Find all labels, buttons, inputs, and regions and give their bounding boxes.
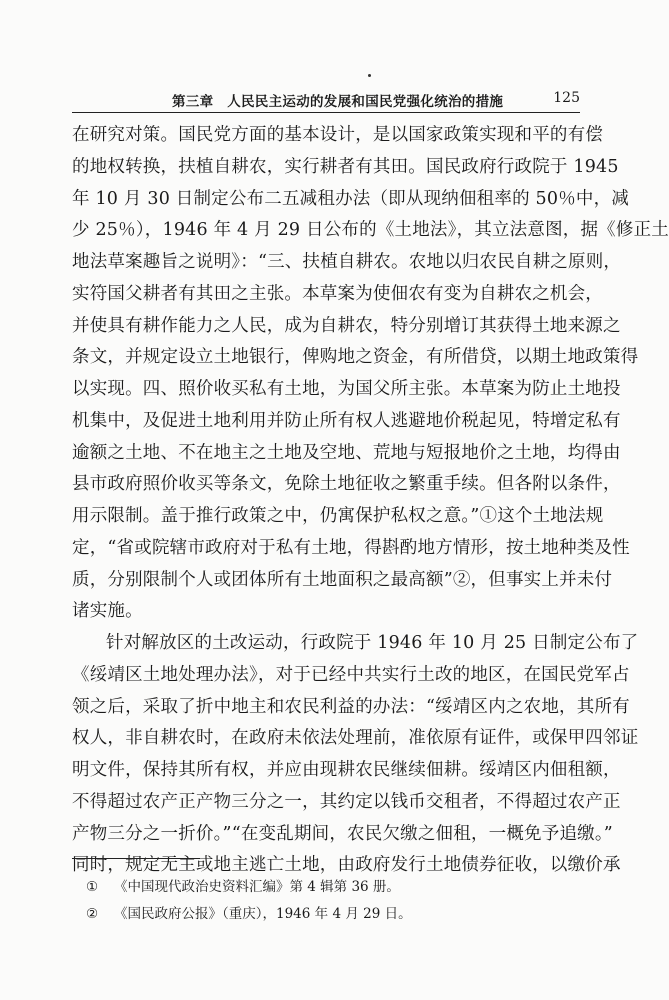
- chapter-title: 第三章 人民民主运动的发展和国民党强化统治的措施: [172, 94, 504, 110]
- text-line: 不得超过农产正产物三分之一，其约定以钱币交租者，不得超过农产正: [72, 791, 621, 812]
- text-line: 年 10 月 30 日制定公布二五减租办法（即从现纳佃租率的 50％中，减: [72, 188, 630, 209]
- text-line: 地法草案趣旨之说明》：“三、扶植自耕农。农地以归农民自耕之原则，: [72, 252, 622, 272]
- text-line: 在研究对策。国民党方面的基本设计，是以国家政策实现和平的有偿: [72, 125, 603, 145]
- text-line: 条文，并规定设立土地银行，俾购地之资金，有所借贷，以期土地政策得: [72, 347, 639, 368]
- text-line: 的地权转换，扶植自耕农，实行耕者有其田。国民政府行政院于 1945: [72, 156, 619, 177]
- text-line: 诸实施。: [72, 601, 143, 622]
- text-line: 《绥靖区土地处理办法》，对于已经中共实行土改的地区，在国民党军占: [72, 664, 630, 685]
- text-line: 同时，规定无主或地主逃亡土地，由政府发行土地债券征收，以缴价承: [72, 855, 621, 876]
- footnote-mark: ②: [86, 906, 99, 922]
- text-line: 明文件，保持其所有权，并应由现耕农民继续佃耕。绥靖区内佃租额，: [72, 760, 621, 780]
- footnote-text: 《中国现代政治史资料汇编》第 4 辑第 36 册。: [114, 879, 400, 895]
- text-line: 定，“省或院辖市政府对于私有土地，得斟酌地方情形，按土地种类及性: [72, 537, 630, 558]
- footnote-rule: [72, 858, 200, 859]
- page-number: 125: [553, 90, 580, 106]
- print-speck: [368, 74, 371, 77]
- text-line: 产物三分之一折价。”“在变乱期间，农民欠缴之佃租，一概免予追缴。”: [72, 823, 613, 844]
- footnote-mark: ①: [86, 879, 99, 895]
- text-line: 逾额之土地、不在地主之土地及空地、荒地与短报地价之土地，均得由: [72, 442, 621, 463]
- footnote: [86, 874, 580, 901]
- footnotes: [86, 874, 580, 928]
- text-line: 权人，非自耕农时，在政府未依法处理前，准依原有证件，或保甲四邻证: [72, 728, 639, 749]
- footnote: [86, 901, 580, 928]
- text-line: 并使具有耕作能力之人民，成为自耕农，特分别增订其获得土地来源之: [72, 315, 621, 336]
- text-line: 质，分别限制个人或团体所有土地面积之最高额”②，但事实上并未付: [72, 569, 613, 590]
- text-line: 以实现。四、照价收买私有土地，为国父所主张。本草案为防止土地投: [72, 379, 621, 399]
- text-line: 用示限制。盖于推行政策之中，仍寓保护私权之意。”①这个土地法规: [72, 506, 604, 526]
- text-line: 县市政府照价收买等条文，免除土地征收之繁重手续。但各附以条件，: [72, 474, 621, 495]
- running-header: [72, 88, 580, 113]
- paragraph-start-line: 针对解放区的土改运动，行政院于 1946 年 10 月 25 日制定公布了: [106, 633, 639, 653]
- text-line: 机集中，及促进土地利用并防止所有权人逃避地价税起见，特增定私有: [72, 410, 621, 431]
- body-text: [72, 120, 669, 882]
- text-line: 实符国父耕者有其田之主张。本草案为使佃农有变为自耕农之机会，: [72, 283, 603, 304]
- text-line: 少 25％），1946 年 4 月 29 日公布的《土地法》，其立法意图，据《修正土: [72, 220, 669, 241]
- footnote-text: 《国民政府公报》（重庆），1946 年 4 月 29 日。: [114, 906, 412, 922]
- text-line: 领之后，采取了折中地主和农民利益的办法：“绥靖区内之农地，其所有: [72, 696, 630, 717]
